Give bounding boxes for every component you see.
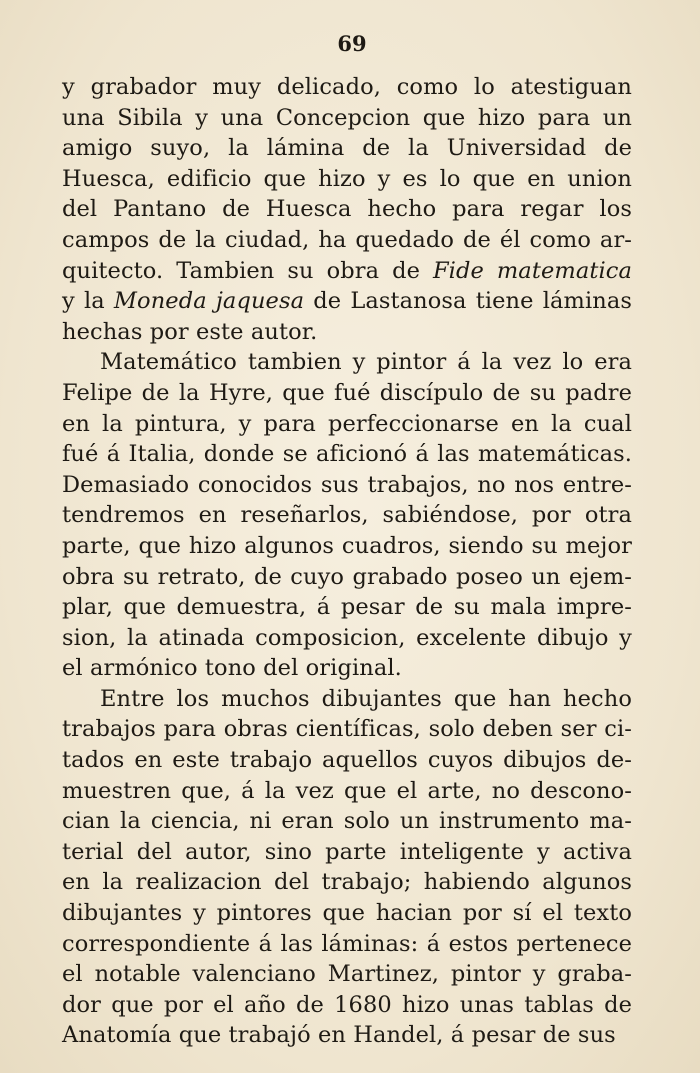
text-run: amigo suyo, la lámina de la Universidad de (62, 135, 632, 162)
text-line (62, 776, 632, 807)
text-line (62, 256, 632, 287)
text-run: el armónico tono del original. (62, 655, 402, 682)
text-line (62, 164, 632, 195)
text-line (62, 837, 632, 868)
text-line (62, 286, 632, 317)
text-run: Entre los muchos dibujantes que han hecho (100, 685, 632, 712)
text-line (62, 500, 632, 531)
text-line (62, 378, 632, 409)
text-run: una Sibila y una Concepcion que hizo para un (62, 104, 632, 131)
text-run: del Pantano de Huesca hecho para regar los (62, 196, 632, 223)
italic-title: Moneda jaquesa (113, 288, 305, 315)
text-run: terial del autor, sino parte inteligente y activa (62, 838, 632, 865)
text-line (62, 898, 632, 929)
text-run: sion, la atinada composicion, excelente dibujo y (62, 624, 632, 651)
text-line (62, 990, 632, 1021)
text-line (62, 470, 632, 501)
text-run: Demasiado conocidos sus trabajos, no nos entre- (62, 471, 632, 498)
text-line (62, 592, 632, 623)
text-run: Huesca, edificio que hizo y es lo que en union (62, 165, 632, 192)
text-run: plar, que demuestra, á pesar de su mala impre- (62, 594, 632, 621)
text-run: cian la ciencia, ni eran solo un instrumento ma- (62, 808, 632, 835)
page-number: 69 (337, 31, 367, 56)
paragraph (62, 347, 632, 684)
text-line (62, 745, 632, 776)
text-line (62, 439, 632, 470)
text-line (62, 806, 632, 837)
text-line (62, 317, 632, 348)
text-run: quitecto. Tambien su obra de (62, 257, 433, 284)
text-run: muestren que, á la vez que el arte, no descono- (62, 777, 632, 804)
text-line (62, 653, 632, 684)
text-run: en la realizacion del trabajo; habiendo algunos (62, 869, 632, 896)
paragraph (62, 72, 632, 347)
text-line (62, 103, 632, 134)
text-line (62, 531, 632, 562)
text-line (62, 714, 632, 745)
text-line (62, 867, 632, 898)
text-run: correspondiente á las láminas: á estos pertenece (62, 930, 632, 957)
text-run: tados en este trabajo aquellos cuyos dibujos de- (62, 747, 632, 774)
text-line (62, 959, 632, 990)
text-line (62, 929, 632, 960)
text-run: en la pintura, y para perfeccionarse en la cual (62, 410, 632, 437)
text-run: el notable valenciano Martinez, pintor y graba- (62, 961, 632, 988)
italic-title: Fide matematica (432, 257, 632, 284)
body-text (62, 72, 632, 1051)
text-run: y grabador muy delicado, como lo atestiguan (62, 74, 632, 100)
text-run: dor que por el año de 1680 hizo unas tablas de (62, 991, 632, 1018)
text-run: de Lastanosa tiene láminas (304, 288, 632, 315)
text-line (62, 1020, 632, 1051)
text-run: Matemático tambien y pintor á la vez lo era (100, 349, 632, 376)
text-line (62, 225, 632, 256)
text-run: parte, que hizo algunos cuadros, siendo su mejor (62, 532, 632, 559)
text-line (62, 562, 632, 593)
text-run: tendremos en reseñarlos, sabiéndose, por otra (62, 502, 632, 529)
text-line (62, 133, 632, 164)
text-run: obra su retrato, de cuyo grabado poseo un ejem- (62, 563, 632, 590)
paragraph (62, 684, 632, 1051)
text-line (62, 623, 632, 654)
text-line (62, 347, 632, 378)
text-line (62, 72, 632, 103)
text-run: Anatomía que trabajó en Handel, á pesar de sus (62, 1022, 616, 1049)
text-run: y la (62, 288, 114, 315)
text-run: Felipe de la Hyre, que fué discípulo de su padre (62, 379, 632, 406)
text-run: campos de la ciudad, ha quedado de él como ar- (62, 226, 632, 253)
text-run: hechas por este autor. (62, 318, 318, 345)
text-run: trabajos para obras científicas, solo deben ser ci- (62, 716, 632, 743)
text-line (62, 409, 632, 440)
text-line (62, 194, 632, 225)
text-run: dibujantes y pintores que hacian por sí el texto (62, 900, 632, 927)
text-line (62, 684, 632, 715)
text-run: fué á Italia, donde se aficionó á las matemáticas. (62, 441, 632, 468)
